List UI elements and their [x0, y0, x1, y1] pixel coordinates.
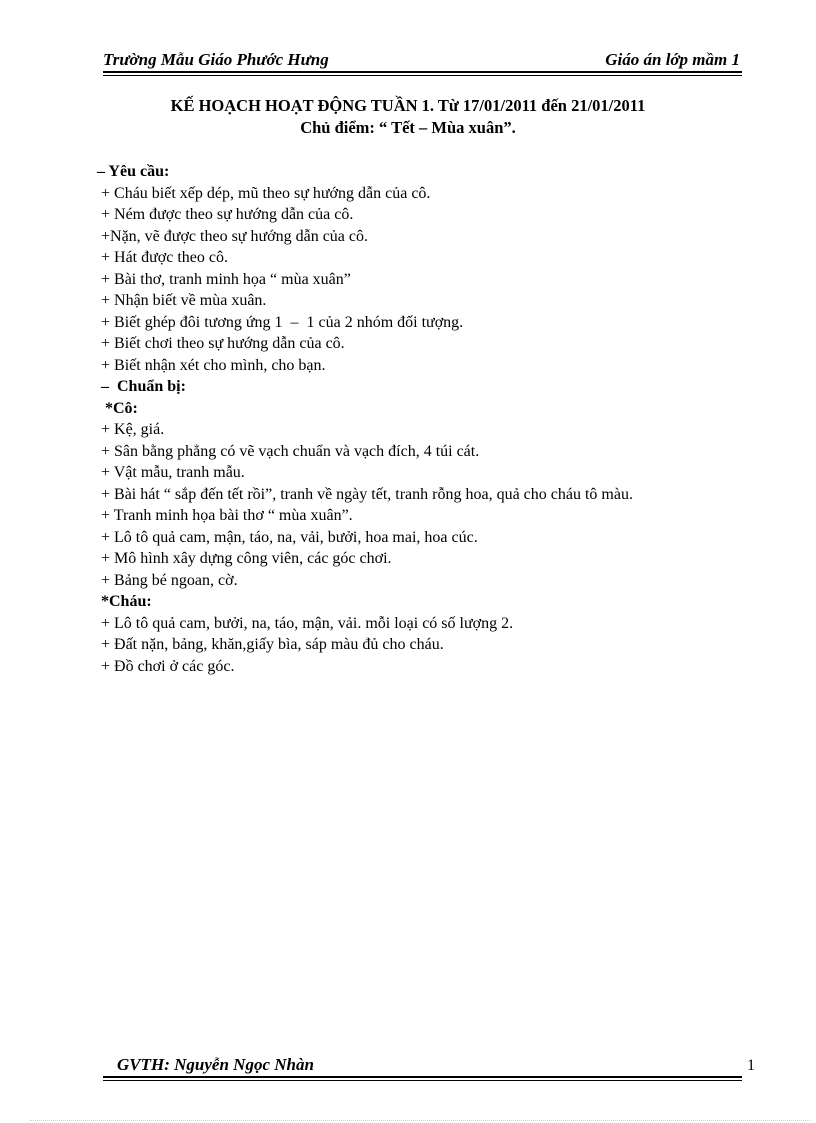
footer-rule — [103, 1076, 742, 1078]
teacher-heading: *Cô: — [97, 399, 138, 417]
requirement-item: + Nhận biết về mùa xuân. — [97, 292, 267, 309]
requirement-item: + Biết chơi theo sự hướng dẫn của cô. — [97, 335, 345, 352]
teacher-item: + Mô hình xây dựng công viên, các góc chơi. — [97, 550, 392, 567]
teacher-item: + Bảng bé ngoan, cờ. — [97, 571, 238, 589]
requirement-item: + Biết nhận xét cho mình, cho bạn. — [97, 356, 326, 374]
requirement-item: + Ném được theo sự hướng dẫn của cô. — [97, 206, 354, 223]
lesson-plan-class: Giáo án lớp mầm 1 — [605, 50, 740, 69]
school-name: Trường Mẫu Giáo Phước Hưng — [103, 50, 329, 69]
child-item: + Lô tô quả cam, bưởi, na, táo, mận, vải. mỗi loại có số lượng 2. — [97, 614, 514, 632]
child-item: + Đồ chơi ở các góc. — [97, 657, 235, 675]
document-body — [97, 161, 777, 677]
teacher-item: + Tranh minh họa bài thơ “ mùa xuân”. — [97, 507, 353, 524]
theme-title: Chủ điểm: “ Tết – Mùa xuân”. — [300, 118, 516, 137]
child-item: + Đất nặn, bảng, khăn,giấy bìa, sáp màu đủ cho cháu. — [97, 636, 444, 653]
requirement-item: + Hát được theo cô. — [97, 249, 229, 266]
teacher-name: GVTH: Nguyễn Ngọc Nhàn — [117, 1055, 314, 1074]
preparation-heading: – Chuẩn bị: — [97, 378, 186, 395]
requirement-item: +Nặn, vẽ được theo sự hướng dẫn của cô. — [97, 227, 368, 245]
plan-title: KẾ HOẠCH HOẠT ĐỘNG TUẦN 1. Từ 17/01/2011 đến 21/01/2011 — [170, 96, 646, 115]
requirement-item: + Cháu biết xếp dép, mũ theo sự hướng dẫn của cô. — [97, 184, 431, 202]
teacher-item: + Lô tô quả cam, mận, táo, na, vải, bưởi, hoa mai, hoa cúc. — [97, 528, 478, 546]
page-edge — [30, 1120, 810, 1121]
title-block — [0, 95, 816, 139]
page-number: 1 — [747, 1057, 755, 1074]
teacher-item: + Sân bằng phẳng có vẽ vạch chuẩn và vạch đích, 4 túi cát. — [97, 442, 480, 460]
header-rule — [103, 71, 742, 73]
child-heading: *Cháu: — [97, 593, 152, 610]
requirements-heading: – Yêu cầu: — [97, 163, 170, 180]
footer-rule-thin — [103, 1080, 742, 1081]
teacher-item: + Vật mẫu, tranh mẫu. — [97, 464, 245, 481]
header-rule-thin — [103, 75, 742, 76]
teacher-item: + Kệ, giá. — [97, 421, 165, 438]
requirement-item: + Bài thơ, tranh minh họa “ mùa xuân” — [97, 270, 351, 288]
requirement-item: + Biết ghép đôi tương ứng 1 – 1 của 2 nhóm đối tượng. — [97, 313, 464, 331]
page-header — [103, 50, 740, 70]
teacher-item: + Bài hát “ sắp đến tết rồi”, tranh về ngày tết, tranh rỗng hoa, quả cho cháu tô màu. — [97, 485, 633, 503]
